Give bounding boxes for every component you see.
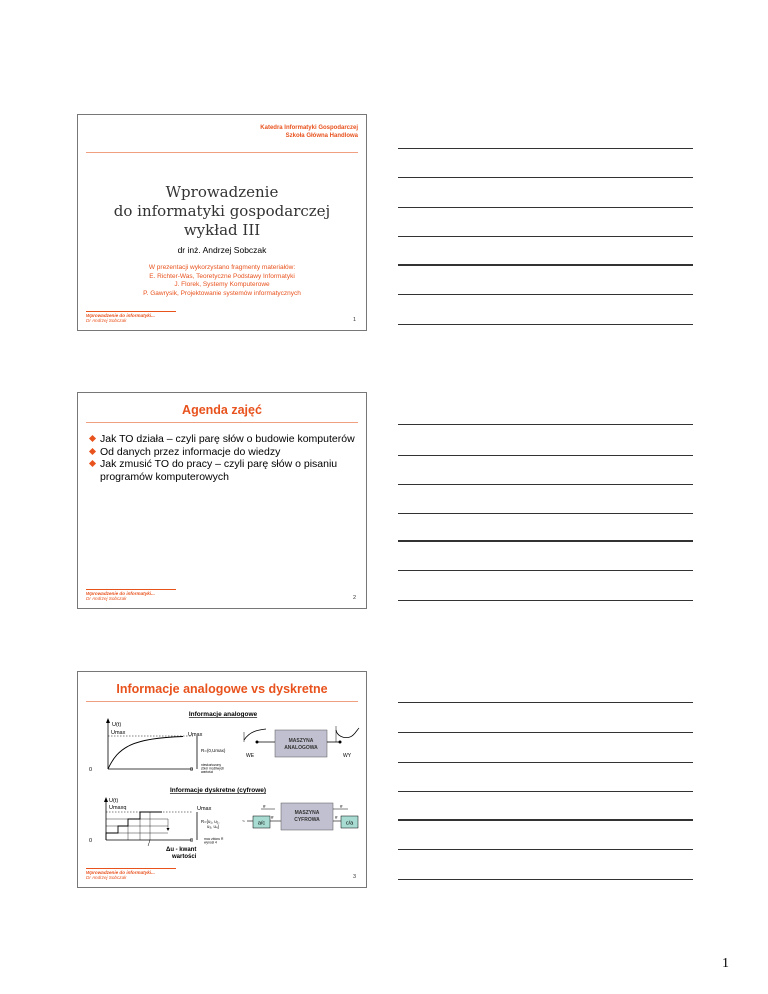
svg-text:0: 0 — [89, 838, 93, 844]
slide-number: 2 — [352, 595, 356, 601]
notes-line — [398, 207, 693, 208]
svg-text:R={u₁, u₂,: R={u₁, u₂, — [201, 819, 220, 824]
slide-number: 1 — [352, 317, 356, 323]
notes-line — [398, 879, 693, 880]
svg-text:#: # — [340, 804, 343, 809]
svg-text:R=(0,Umax): R=(0,Umax) — [201, 748, 226, 753]
list-item: Od danych przez informacje do wiedzy — [90, 446, 358, 459]
svg-text:Umax: Umax — [188, 732, 203, 738]
notes-line — [398, 819, 693, 821]
footer: Wprowadzenie do informatyki... Dr Andrzej Sobczak — [86, 590, 155, 602]
svg-text:Umax: Umax — [111, 730, 126, 736]
svg-text:Umax: Umax — [197, 806, 212, 812]
svg-text:wartości: wartości — [201, 770, 214, 774]
notes-line — [398, 791, 693, 792]
footer: Wprowadzenie do informatyki... Dr Andrzej Sobczak — [86, 869, 155, 881]
ac-converter: a/c — [257, 820, 266, 827]
slide-1 — [77, 114, 367, 331]
slide-title: Agenda zajęć — [182, 403, 262, 417]
divider — [86, 152, 358, 153]
svg-text:u₃, u₄}: u₃, u₄} — [207, 824, 220, 829]
svg-text:#: # — [335, 815, 338, 820]
svg-text:#: # — [263, 804, 266, 809]
notes-line — [398, 849, 693, 850]
svg-text:0: 0 — [89, 767, 93, 773]
diamond-bullet-icon — [89, 460, 96, 467]
notes-line — [398, 236, 693, 237]
slide-title: Wprowadzenie do informatyki gospodarczej wykład III — [113, 183, 331, 239]
svg-text:U(t): U(t) — [109, 798, 119, 804]
svg-text:0: 0 — [190, 838, 194, 844]
diamond-bullet-icon — [89, 447, 96, 454]
svg-text:#: # — [271, 815, 274, 820]
slide-title: Informacje analogowe vs dyskretne — [116, 682, 328, 696]
notes-line — [398, 540, 693, 542]
svg-text:nieskończony: nieskończony — [201, 763, 221, 767]
svg-text:zbiór możliwych: zbiór możliwych — [201, 766, 225, 771]
ca-converter: c/a — [345, 820, 354, 827]
notes-line — [398, 702, 693, 703]
notes-line — [398, 513, 693, 514]
svg-text:0: 0 — [190, 767, 194, 773]
svg-text:wartości: wartości — [172, 854, 197, 860]
svg-text:CYFROWA: CYFROWA — [294, 817, 320, 823]
notes-line — [398, 732, 693, 733]
digital-machine — [242, 803, 358, 830]
notes-line — [398, 324, 693, 325]
svg-text:U(t): U(t) — [112, 722, 122, 728]
svg-text:wynosi 4: wynosi 4 — [204, 840, 217, 845]
notes-line — [398, 148, 693, 149]
svg-text:ANALOGOWA: ANALOGOWA — [284, 745, 318, 751]
analog-digital-diagram — [78, 672, 368, 889]
svg-text:WE: WE — [246, 753, 255, 759]
diamond-bullet-icon — [89, 435, 96, 442]
author: dr inż. Andrzej Sobczak — [177, 245, 267, 255]
analog-machine — [244, 726, 359, 759]
divider — [86, 422, 358, 423]
svg-text:MASZYNA: MASZYNA — [288, 738, 314, 744]
notes-line — [398, 570, 693, 571]
analog-heading: Informacje analogowe — [188, 711, 258, 718]
svg-text:Δu - kwant: Δu - kwant — [166, 847, 197, 853]
notes-line — [398, 294, 693, 295]
notes-line — [398, 177, 693, 178]
slide-2 — [77, 392, 367, 609]
page-number: 1 — [722, 956, 729, 971]
svg-text:MASZYNA: MASZYNA — [294, 810, 320, 816]
notes-line — [398, 455, 693, 456]
list-item: Jak TO działa – czyli parę słów o budowie komputerów — [90, 433, 358, 446]
slide-number: 3 — [352, 874, 356, 880]
notes-line — [398, 424, 693, 425]
credits: W prezentacji wykorzystano fragmenty materiałów: E. Richter-Was, Teoretyczne Podstawy Informatyki J. Florek, Systemy Komputerowe P. Gawrysik, Projektowanie systemów informatycznych — [143, 264, 301, 297]
analog-graph — [89, 718, 226, 774]
header-institution: Katedra Informatyki Gospodarczej Szkoła Główna Handlowa — [260, 125, 358, 139]
slide-3 — [77, 671, 367, 888]
notes-line — [398, 600, 693, 601]
list-item: Jak zmusić TO do pracy – czyli parę słów o pisaniu programów komputerowych — [90, 458, 358, 483]
svg-text:WY: WY — [343, 753, 352, 759]
notes-line — [398, 762, 693, 763]
svg-text:~: ~ — [242, 819, 245, 825]
digital-graph — [89, 797, 224, 860]
footer: Wprowadzenie do informatyki... Dr Andrzej Sobczak — [86, 312, 155, 324]
agenda-list — [90, 433, 358, 483]
digital-heading: Informacje dyskretne (cyfrowe) — [169, 787, 267, 794]
notes-line — [398, 484, 693, 485]
notes-line — [398, 264, 693, 266]
svg-text:moc zbioru R: moc zbioru R — [204, 837, 224, 841]
svg-text:Umaxq: Umaxq — [109, 805, 127, 811]
